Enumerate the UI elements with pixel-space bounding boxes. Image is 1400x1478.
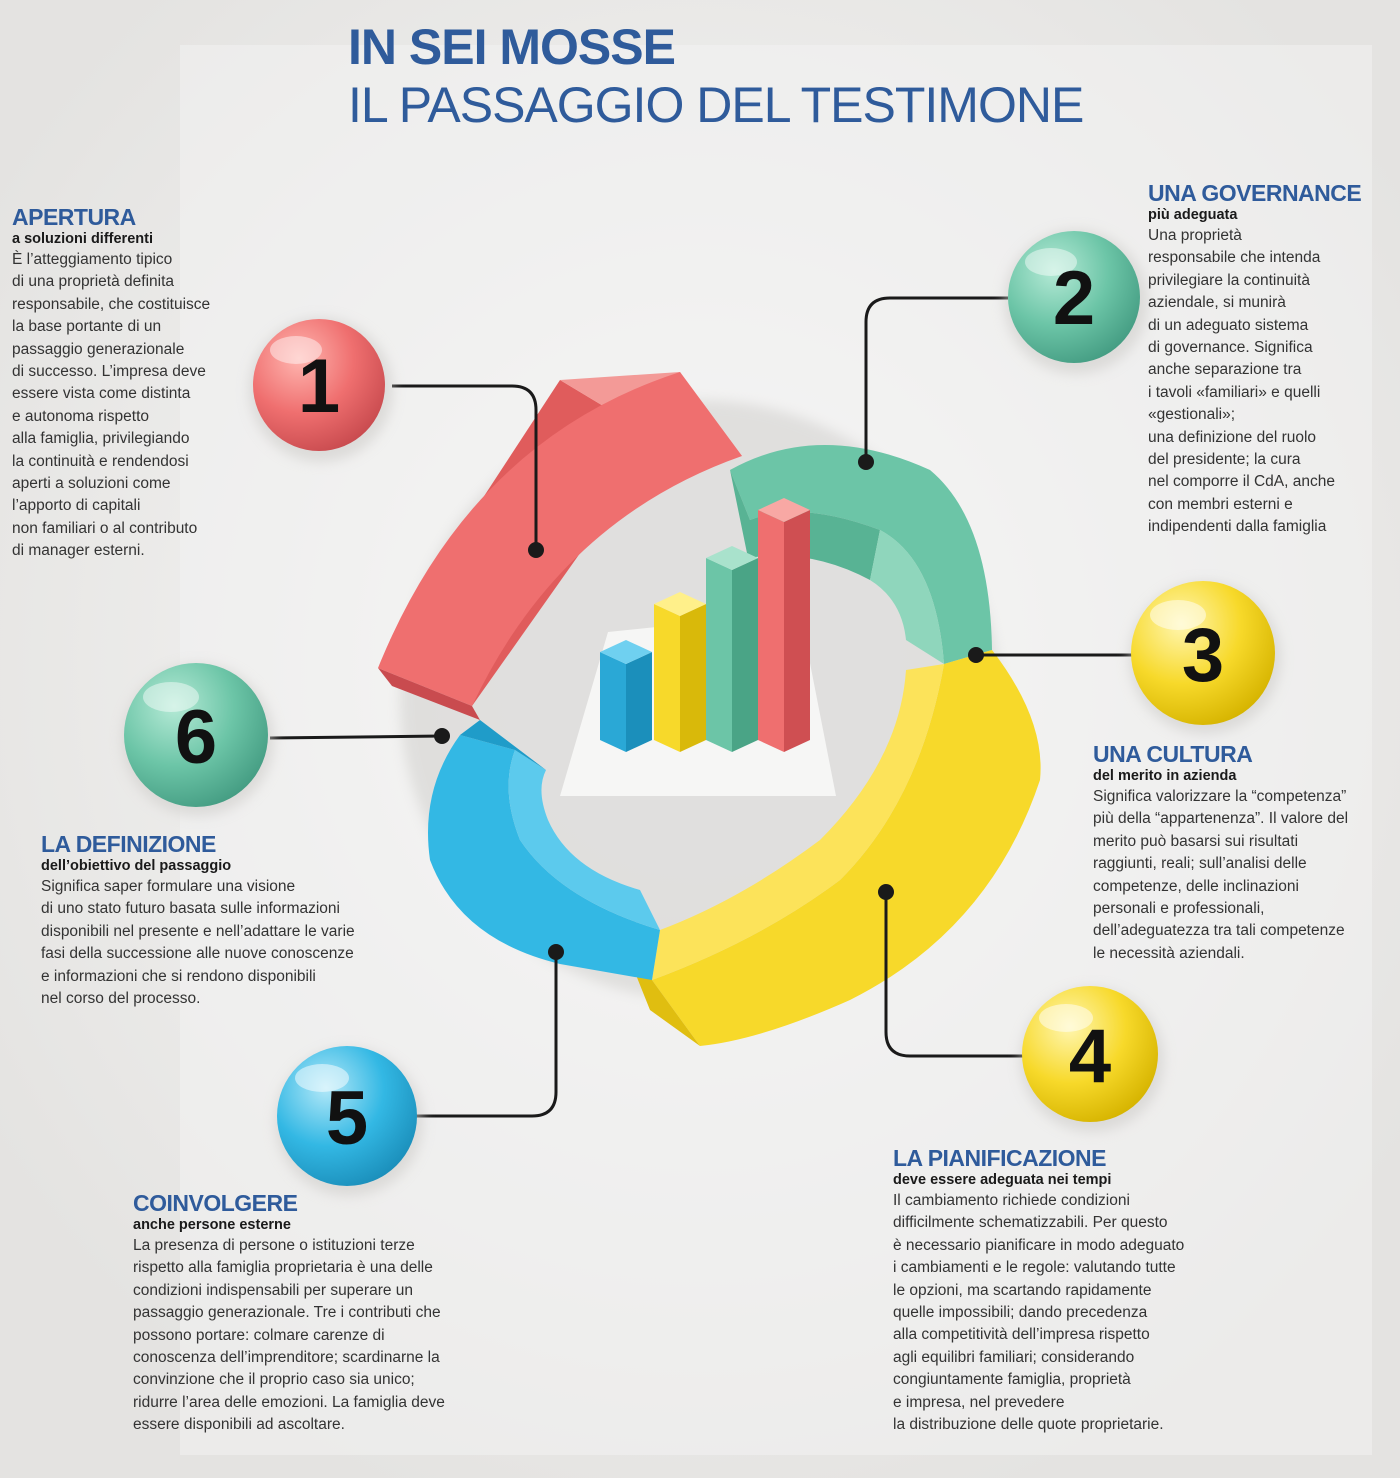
connector-6 [270, 736, 442, 738]
step-number-5: 5 [325, 1076, 369, 1161]
body-line: di un adeguato sistema [1148, 316, 1309, 334]
step-number-3: 3 [1181, 613, 1225, 698]
step-ball-1 [249, 318, 393, 462]
body-line: «gestionali»; [1148, 406, 1236, 424]
dot-3 [968, 647, 984, 663]
body-line: privilegiare la continuità [1148, 271, 1310, 289]
step-2-heading: UNA GOVERNANCE [1148, 180, 1362, 206]
body-line: di uno stato futuro basata sulle informazioni [41, 900, 340, 918]
body-line: la distribuzione delle quote proprietarie. [893, 1416, 1164, 1434]
body-line: è necessario pianificare in modo adeguato [893, 1236, 1185, 1254]
body-line: ridurre l’area delle emozioni. La famiglia deve [133, 1393, 445, 1411]
body-line: Il cambiamento richiede condizioni [893, 1192, 1130, 1209]
body-line: passaggio generazionale. Tre i contributi che [133, 1304, 441, 1322]
body-line: i tavoli «familiari» e quelli [1148, 383, 1321, 401]
step-6-body [41, 876, 355, 1010]
bar-yellow [654, 592, 706, 752]
step-3-body [1093, 786, 1348, 965]
bar-blue [600, 640, 652, 752]
body-line: la continuità e rendendosi [12, 452, 189, 470]
body-line: le necessità aziendali. [1093, 944, 1245, 962]
step-3-heading: UNA CULTURA [1093, 741, 1253, 767]
body-line: essere vista come distinta [12, 385, 191, 403]
body-line: La presenza di persone o istituzioni terze [133, 1237, 415, 1254]
body-line: le opzioni, ma scartando rapidamente [893, 1281, 1152, 1299]
body-line: responsabile, che costituisce [12, 295, 211, 313]
body-line: responsabile che intenda [1148, 249, 1321, 267]
body-line: i cambiamenti e le regole: valutando tutte [893, 1259, 1176, 1277]
body-line: Una proprietà [1148, 227, 1242, 244]
step-4-subheading: deve essere adeguata nei tempi [893, 1172, 1112, 1188]
step-5-text [133, 1190, 445, 1437]
step-1-subheading: a soluzioni differenti [12, 231, 153, 247]
body-line: dell’adeguatezza tra tali competenze [1093, 922, 1345, 940]
body-line: e impresa, nel prevedere [893, 1393, 1065, 1411]
bar-teal [706, 546, 758, 752]
body-line: Significa valorizzare la “competenza” [1093, 788, 1347, 805]
body-line: merito può basarsi sui risultati [1093, 832, 1299, 850]
body-line: una definizione del ruolo [1148, 428, 1317, 446]
body-line: indipendenti dalla famiglia [1148, 518, 1327, 536]
body-line: Significa saper formulare una visione [41, 878, 296, 895]
body-line: congiuntamente famiglia, proprietà [893, 1371, 1131, 1389]
step-ball-6 [122, 663, 274, 816]
step-number-6: 6 [174, 695, 218, 780]
step-1-text [12, 204, 210, 563]
dot-1 [528, 542, 544, 558]
body-line: essere disponibili ad ascoltare. [133, 1416, 345, 1434]
step-ball-3 [1129, 581, 1281, 734]
title-line-1: IN SEI MOSSE [348, 19, 675, 75]
bar-red [758, 498, 810, 752]
body-line: quelle impossibili; dando precedenza [893, 1304, 1148, 1322]
body-line: convinzione che il proprio caso sia unico; [133, 1371, 415, 1389]
body-line: l’apporto di capitali [12, 497, 141, 515]
body-line: la base portante di un [12, 318, 162, 336]
dot-5 [548, 944, 564, 960]
step-5-body [133, 1235, 445, 1437]
title-line-2: IL PASSAGGIO DEL TESTIMONE [348, 77, 1084, 133]
body-line: alla famiglia, privilegiando [12, 430, 190, 448]
body-line: di manager esterni. [12, 542, 145, 560]
body-line: possono portare: colmare carenze di [133, 1326, 385, 1344]
body-line: con membri esterni e [1148, 495, 1293, 513]
body-line: più della “appartenenza”. Il valore del [1093, 810, 1349, 828]
body-line: È l’atteggiamento tipico [12, 251, 173, 268]
body-line: del presidente; la cura [1148, 451, 1301, 469]
body-line: non familiari o al contributo [12, 519, 198, 537]
step-2-subheading: più adeguata [1148, 207, 1238, 223]
body-line: di una proprietà definita [12, 273, 175, 291]
body-line: condizioni indispensabili per superare un [133, 1281, 414, 1299]
dot-2 [858, 454, 874, 470]
body-line: di governance. Significa [1148, 339, 1313, 357]
body-line: e informazioni che si rendono disponibili [41, 967, 316, 985]
step-ball-2 [1004, 230, 1148, 374]
body-line: di successo. L’impresa deve [12, 363, 206, 381]
step-number-4: 4 [1068, 1014, 1112, 1099]
body-line: nel comporre il CdA, anche [1148, 473, 1335, 491]
step-5-subheading: anche persone esterne [133, 1217, 291, 1233]
step-3-subheading: del merito in azienda [1093, 768, 1237, 784]
step-number-2: 2 [1052, 256, 1096, 341]
step-1-body [12, 249, 210, 563]
body-line: e autonoma rispetto [12, 407, 150, 425]
step-1-heading: APERTURA [12, 204, 136, 230]
body-line: conoscenza dell’imprenditore; scardinarne la [133, 1349, 440, 1367]
body-line: personali e professionali, [1093, 900, 1265, 918]
step-2-body [1148, 225, 1361, 539]
body-line: passaggio generazionale [12, 340, 185, 358]
dot-6 [434, 728, 450, 744]
step-4-text [893, 1145, 1184, 1436]
step-3-text [1093, 741, 1348, 965]
body-line: aperti a soluzioni come [12, 475, 171, 493]
body-line: aziendale, si munirà [1148, 294, 1286, 312]
step-5-heading: COINVOLGERE [133, 1190, 298, 1216]
step-4-heading: LA PIANIFICAZIONE [893, 1145, 1106, 1171]
body-line: agli equilibri familiari; considerando [893, 1348, 1135, 1366]
body-line: competenze, delle inclinazioni [1093, 877, 1299, 895]
body-line: disponibili nel presente e nell’adattare le varie [41, 922, 355, 940]
dot-4 [878, 884, 894, 900]
step-6-text [41, 831, 355, 1010]
body-line: fasi della successione alle nuove conoscenze [41, 945, 354, 963]
step-2-text [1148, 180, 1361, 539]
step-6-subheading: dell’obiettivo del passaggio [41, 858, 232, 874]
step-4-body [893, 1190, 1184, 1436]
body-line: anche separazione tra [1148, 361, 1302, 379]
step-6-heading: LA DEFINIZIONE [41, 831, 216, 857]
body-line: rispetto alla famiglia proprietaria è una delle [133, 1259, 433, 1277]
step-number-1: 1 [297, 344, 341, 429]
body-line: nel corso del processo. [41, 990, 201, 1008]
body-line: difficilmente schematizzabili. Per questo [893, 1214, 1168, 1232]
body-line: raggiunti, reali; sull’analisi delle [1093, 855, 1307, 873]
body-line: alla competitività dell’impresa rispetto [893, 1326, 1150, 1344]
